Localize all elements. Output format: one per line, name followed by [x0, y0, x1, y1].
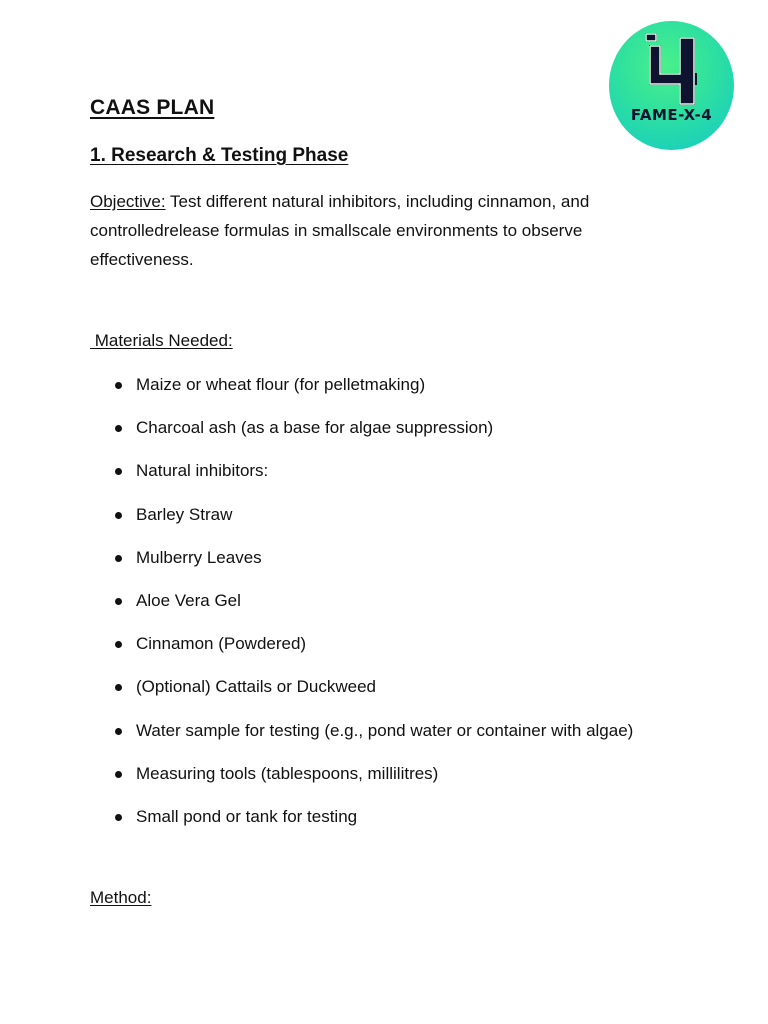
objective-label: Objective: [90, 192, 166, 211]
list-item [0, 503, 633, 546]
list-item [0, 805, 633, 848]
logo-text: FAME-X-4 [630, 106, 713, 124]
list-item [0, 719, 633, 762]
bullet-icon [115, 512, 122, 519]
objective-paragraph [90, 187, 690, 274]
list-item-text: Natural inhibitors: [136, 461, 269, 481]
list-item [0, 546, 633, 589]
list-item-text: Barley Straw [136, 504, 233, 524]
list-item [0, 675, 633, 718]
list-item-text: Cinnamon (Powdered) [136, 634, 307, 654]
materials-heading: Materials Needed: [90, 331, 233, 350]
list-item-text: Charcoal ash (as a base for algae suppression) [136, 418, 494, 438]
list-item [0, 416, 633, 459]
list-item [0, 373, 633, 416]
number-4-icon [609, 21, 734, 150]
document-title: CAAS PLAN [90, 96, 215, 119]
objective-text: Test different natural inhibitors, including cinnamon, and controlledrelease formulas in smallscale environments to observe effectiveness. [90, 192, 590, 269]
list-item-text: Small pond or tank for testing [136, 806, 358, 826]
list-item [0, 589, 633, 632]
list-item-text: Measuring tools (tablespoons, millilitres) [136, 763, 439, 783]
bullet-icon [115, 728, 122, 735]
section-heading: 1. Research & Testing Phase [90, 145, 349, 166]
bullet-icon [115, 468, 122, 475]
bullet-icon [115, 425, 122, 432]
list-item-text: Maize or wheat flour (for pelletmaking) [136, 375, 426, 394]
bullet-icon [115, 814, 122, 821]
bullet-icon [115, 771, 122, 778]
bullet-icon [115, 555, 122, 562]
list-item-text: Water sample for testing (e.g., pond water or container with algae) [136, 720, 634, 740]
list-item [0, 632, 633, 675]
bullet-icon [115, 641, 122, 648]
list-item-text: Aloe Vera Gel [136, 590, 241, 610]
fame-x-4-logo [609, 21, 734, 150]
bullet-icon [115, 684, 122, 691]
list-item [0, 459, 633, 502]
list-item-text: Mulberry Leaves [136, 547, 262, 567]
materials-list [0, 373, 633, 848]
list-item [0, 762, 633, 805]
bullet-icon [115, 382, 122, 389]
list-item-text: (Optional) Cattails or Duckweed [136, 677, 376, 697]
method-heading: Method: [90, 888, 152, 907]
bullet-icon [115, 598, 122, 605]
